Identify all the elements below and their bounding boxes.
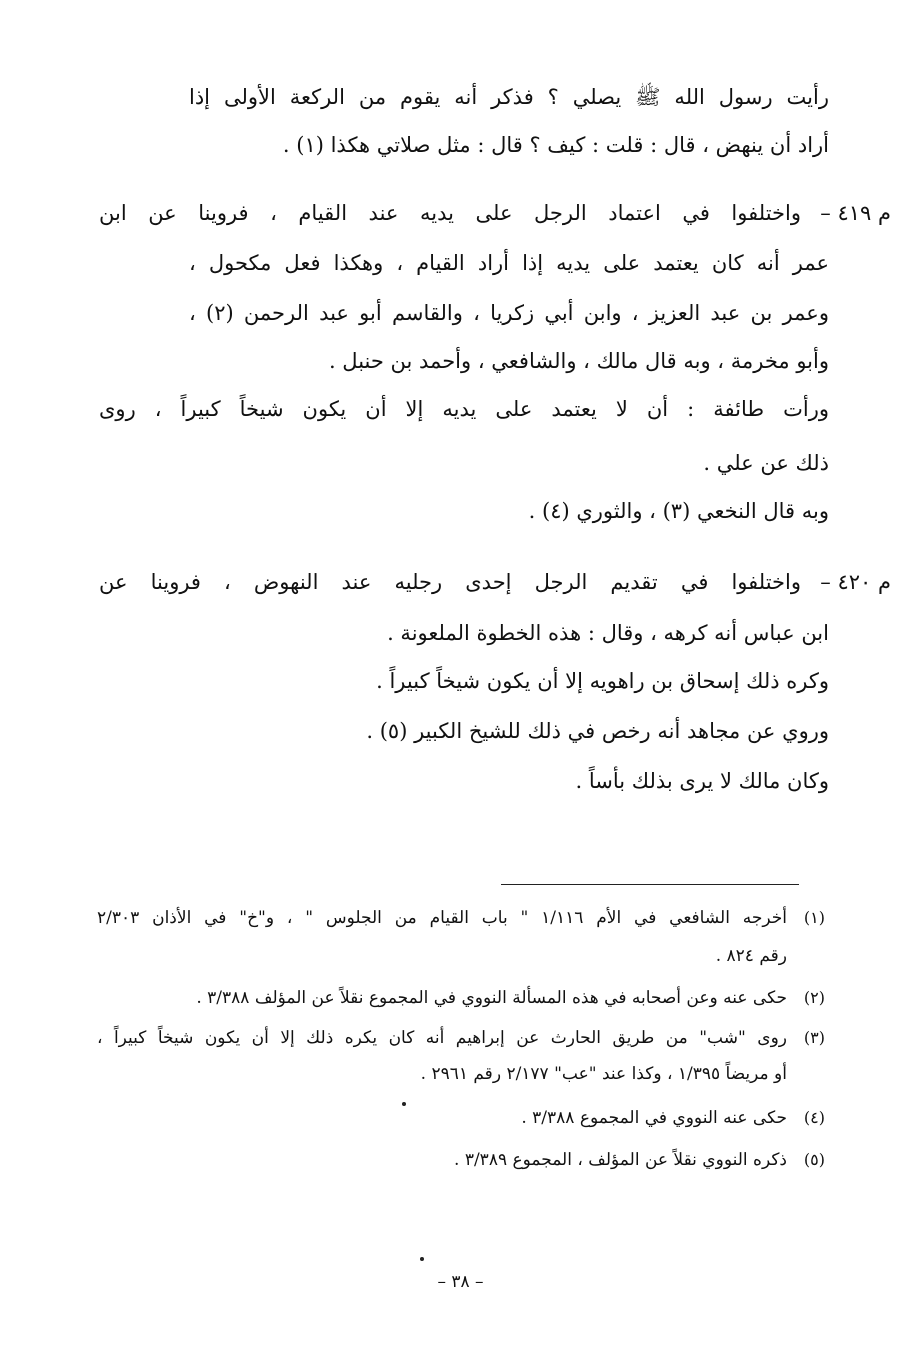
- section-419-line: وأبو مخرمة ، وبه قال مالك ، والشافعي ، وأحمد بن حنبل .: [328, 349, 829, 373]
- section-419-line: ذلك عن علي .: [703, 451, 829, 475]
- page-number: – ٣٨ –: [437, 1272, 484, 1292]
- footnote-number: (٥): [803, 1150, 825, 1169]
- section-420-line: وكره ذلك إسحاق بن راهويه إلا أن يكون شيخاً كبيراً .: [376, 669, 829, 693]
- footnote-text: ذكره النووي نقلاً عن المؤلف ، المجموع ٣/٣٨٩ .: [454, 1150, 787, 1170]
- footnote-number: (٢): [803, 988, 825, 1007]
- footnote-text: أخرجه الشافعي في الأم ١/١١٦ " باب القيام من الجلوس " ، و"خ" في الأذان ٢/٣٠٣: [97, 908, 787, 928]
- footnote-continuation: أو مريضاً ١/٣٩٥ ، وكذا عند "عب" ٢/١٧٧ رقم ٢٩٦١ .: [420, 1064, 787, 1084]
- scan-speck: [402, 1102, 406, 1106]
- section-420-line: ابن عباس أنه كرهه ، وقال : هذه الخطوة الملعونة .: [387, 621, 829, 645]
- section-419-line: وعمر بن عبد العزيز ، وابن أبي زكريا ، والقاسم أبو عبد الرحمن (٢) ،: [189, 301, 829, 325]
- footnote-number: (١): [803, 908, 825, 927]
- section-419-line: وبه قال النخعي (٣) ، والثوري (٤) .: [528, 499, 829, 523]
- footnote-number: (٤): [803, 1108, 825, 1127]
- footnote-text: روى "شب" من طريق الحارث عن إبراهيم أنه كان يكره ذلك إلا أن يكون شيخاً كبيراً ،: [97, 1028, 787, 1048]
- intro-line-1: رأيت رسول الله ﷺ يصلي ؟ فذكر أنه يقوم من الركعة الأولى إذا: [189, 85, 829, 109]
- footnote-separator: [501, 884, 799, 885]
- section-420-line: وكان مالك لا يرى بذلك بأساً .: [575, 769, 829, 793]
- section-419-line: ورأت طائفة : أن لا يعتمد على يديه إلا أن يكون شيخاً كبيراً ، روى: [99, 397, 829, 421]
- footnote-continuation: رقم ٨٢٤ .: [715, 946, 787, 966]
- section-419-line: واختلفوا في اعتماد الرجل على يديه عند القيام ، فروينا عن ابن: [99, 201, 801, 225]
- scan-speck: [420, 1257, 424, 1261]
- section-419-line: عمر أنه كان يعتمد على يديه إذا أراد القيام ، وهكذا فعل مكحول ،: [189, 251, 829, 275]
- intro-line-2: أراد أن ينهض ، قال : قلت : كيف ؟ قال : مثل صلاتي هكذا (١) .: [282, 133, 829, 157]
- section-420-line: وروي عن مجاهد أنه رخص في ذلك للشيخ الكبير (٥) .: [366, 719, 829, 743]
- section-419-marker: م ٤١٩ –: [820, 201, 891, 225]
- section-420-line: واختلفوا في تقديم الرجل إحدى رجليه عند النهوض ، فروينا عن: [99, 570, 801, 594]
- footnote-text: حكى عنه وعن أصحابه في هذه المسألة النووي في المجموع نقلاً عن المؤلف ٣/٣٨٨ .: [196, 988, 787, 1008]
- footnote-number: (٣): [803, 1028, 825, 1047]
- section-420-marker: م ٤٢٠ –: [820, 570, 891, 594]
- footnote-text: حكى عنه النووي في المجموع ٣/٣٨٨ .: [521, 1108, 787, 1128]
